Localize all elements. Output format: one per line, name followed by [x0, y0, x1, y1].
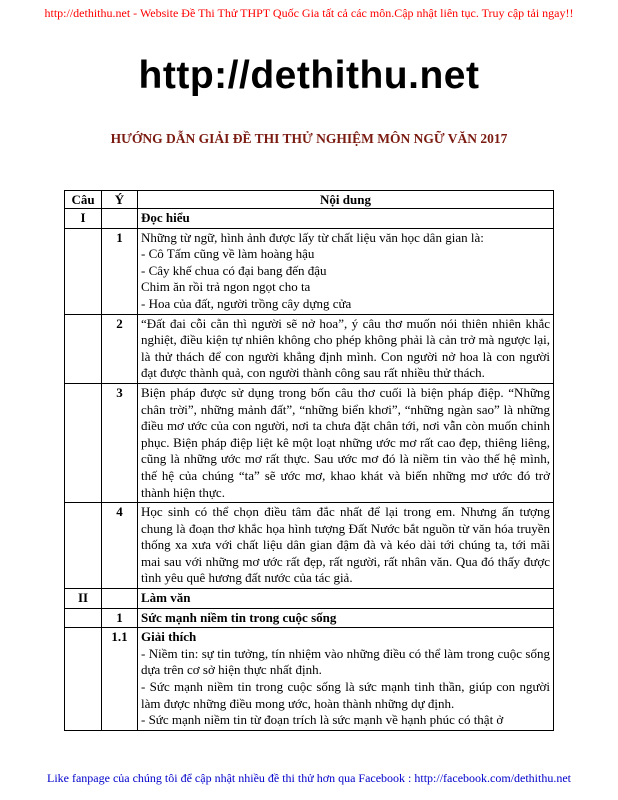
section-number: II	[65, 589, 102, 609]
footer-facebook-link[interactable]: Like fanpage của chúng tôi để cập nhật nhiều đề thi thử hơn qua Facebook : http://facebook.com/dethithu.net	[46, 771, 572, 785]
content-paragraph: - Sức mạnh niềm tin từ đoạn trích là sức mạnh về hạnh phúc có thật ở	[141, 712, 504, 728]
empty-cell	[102, 589, 138, 609]
header-y: Ý	[102, 191, 138, 209]
content-line: - Cô Tấm cũng về làm hoàng hậu	[141, 246, 315, 262]
header-noi-dung: Nội dung	[138, 191, 554, 209]
empty-cell	[65, 608, 102, 628]
empty-cell	[65, 314, 102, 383]
answer-content	[138, 228, 554, 314]
content-paragraph: - Sức mạnh niềm tin trong cuộc sống là sức mạnh tinh thần, giúp con người làm được những điều mong ước, hoàn thành những dự định.	[141, 679, 550, 711]
site-title: http://dethithu.net	[138, 54, 480, 97]
empty-cell	[65, 228, 102, 314]
content-line: - Cây khế chua có đại bang đến đậu	[141, 262, 327, 278]
answer-content: “Đất đai cỗi cằn thì người sẽ nở hoa”, ý câu thơ muốn nói thiên nhiên khắc nghiệt, điều kiện tự nhiên không cho phép không phải là cản trở mà ngược lại, là thử thách để con người khẳng định mình. Con người nở hoa là con người đạt được thành quả, con người thành công sau rất nhiều thử thách.	[138, 314, 554, 383]
item-number: 1.1	[102, 628, 138, 731]
header-banner-link[interactable]: http://dethithu.net - Website Đề Thi Thử THPT Quốc Gia tất cả các môn.Cập nhật liên tục. Truy cập tải ngay!!	[44, 6, 574, 20]
content-paragraph: - Niềm tin: sự tin tưởng, tín nhiệm vào những điều có thể làm trong cuộc sống dựa trên cơ sở hiện thực nhất định.	[141, 645, 550, 678]
empty-cell	[65, 628, 102, 731]
answer-table	[64, 190, 554, 731]
table-header-row	[65, 191, 554, 209]
item-number: 1	[102, 608, 138, 628]
section-number: I	[65, 209, 102, 229]
item-number: 1	[102, 228, 138, 314]
section-row-lam-van	[65, 589, 554, 609]
content-line: Những từ ngữ, hình ảnh được lấy từ chất liệu văn học dân gian là:	[141, 229, 484, 245]
empty-cell	[65, 503, 102, 589]
content-line: Chim ăn rồi trả ngon ngọt cho ta	[141, 279, 311, 295]
section-row-doc-hieu	[65, 209, 554, 229]
section-title: Đọc hiểu	[138, 209, 554, 229]
section-title: Làm văn	[138, 589, 554, 609]
document-heading: HƯỚNG DẪN GIẢI ĐỀ THI THỬ NGHIỆM MÔN NGỮ VĂN 2017	[110, 131, 508, 146]
header-cau: Câu	[65, 191, 102, 209]
topic-title: Sức mạnh niềm tin trong cuộc sống	[138, 608, 554, 628]
item-number: 4	[102, 503, 138, 589]
item-number: 2	[102, 314, 138, 383]
table-row	[65, 228, 554, 314]
answer-content: Học sinh có thể chọn điều tâm đắc nhất để lại trong em. Nhưng ấn tượng chung là đoạn thơ khắc họa hình tượng Đất Nước bắt nguồn từ văn hóa truyền thống xa xưa với chất liệu dân gian đậm đà và kéo dài tới chúng ta, tới mãi mai sau với những mơ ước rất đẹp, rất người, rất nhân văn. Qua đó thấy được tình yêu quê hương đất nước của tác giả.	[138, 503, 554, 589]
table-row	[65, 608, 554, 628]
table-row	[65, 628, 554, 731]
empty-cell	[65, 383, 102, 502]
answer-content	[138, 628, 554, 731]
empty-cell	[102, 209, 138, 229]
item-number: 3	[102, 383, 138, 502]
table-row	[65, 503, 554, 589]
table-row	[65, 314, 554, 383]
content-line: - Hoa của đất, người trồng cây dựng cửa	[141, 295, 352, 311]
subsection-title: Giải thích	[141, 629, 197, 645]
table-row	[65, 383, 554, 502]
answer-content: Biện pháp được sử dụng trong bốn câu thơ cuối là biện pháp điệp. “Những chân trời”, những mảnh đất”, “những biển khơi”, “những ngàn sao” là những điều mơ ước của con người, nơi ta chưa đặt chân tới, nơi vẫn còn muốn chinh phục. Biện pháp điệp liệt kê một loạt những ước mơ rất cao đẹp, thiêng liêng, cũng là những ước mơ rất thực. Sau ước mơ đó là niềm tin vào thế hệ mình, thế hệ của chúng “ta” sẽ ước mơ, khao khát và biến những mơ ước đó trở thành hiện thực.	[138, 383, 554, 502]
